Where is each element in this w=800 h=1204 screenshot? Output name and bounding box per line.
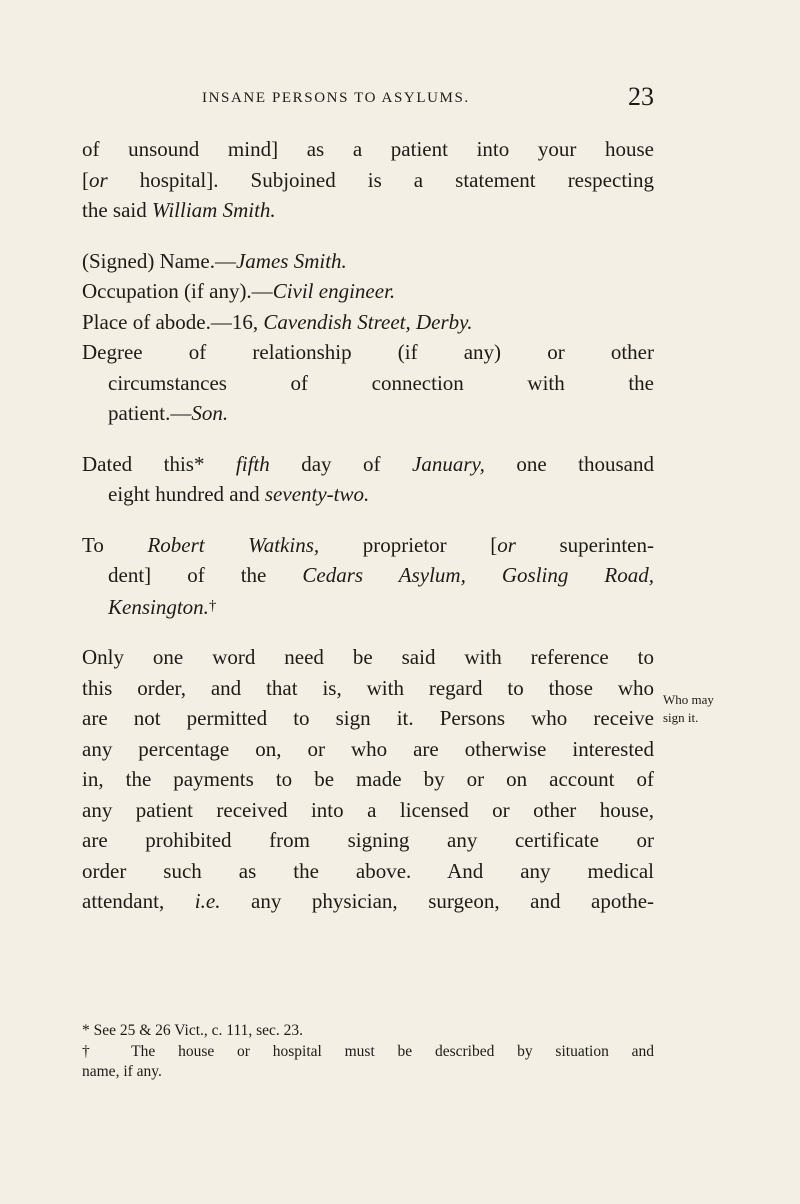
text-line: are not permitted to sign it. Persons who receive: [82, 706, 654, 730]
text-line: the said William Smith.: [82, 198, 276, 222]
text-line: this order, and that is, with regard to those who: [82, 675, 654, 700]
paragraph-order-intro: [82, 134, 654, 226]
relationship-line: circumstances of connection with the: [108, 370, 654, 395]
text-line: eight hundred and seventy-two.: [108, 482, 370, 506]
footnotes: [82, 1021, 654, 1083]
text-line: dent] of the Cedars Asylum, Gosling Road,: [108, 563, 654, 587]
page-number: 23: [628, 82, 654, 111]
body-text: [82, 134, 654, 917]
abode-line: Place of abode.—16, Cavendish Street, Derby.: [82, 309, 473, 334]
occupation-line: Occupation (if any).—Civil engineer.: [82, 279, 396, 303]
text-line: in, the payments to be made by or on account of: [82, 767, 654, 791]
text-line: Only one word need be said with reference to: [82, 645, 654, 669]
text-line: of unsound mind] as a patient into your house: [82, 137, 654, 161]
text-line: attendant, i.e. any physician, surgeon, and apothe-: [82, 889, 655, 913]
text-line: Dated this* fifth day of January, one thousand: [82, 451, 654, 476]
text-line: [or hospital]. Subjoined is a statement respecting: [82, 167, 654, 192]
footnote-2: † The house or hospital must be described by situation and name, if any.: [82, 1042, 654, 1080]
text-line: Kensington.†: [108, 594, 217, 619]
dated-paragraph: [82, 449, 654, 510]
margin-note-line: Who may: [663, 692, 714, 707]
text-line: To Robert Watkins, proprietor [or superinten-: [82, 532, 654, 557]
text-line: order such as the above. And any medical: [82, 858, 654, 883]
relationship-line: Degree of relationship (if any) or other: [82, 340, 654, 364]
margin-note: [663, 691, 753, 727]
relationship-line: patient.—Son.: [108, 401, 229, 425]
text-line: are prohibited from signing any certificate or: [82, 828, 654, 852]
addressee-paragraph: [82, 530, 654, 623]
running-head: INSANE PERSONS TO ASYLUMS.: [202, 90, 470, 106]
margin-note-line: sign it.: [663, 710, 699, 725]
text-line: any percentage on, or who are otherwise interested: [82, 736, 654, 761]
signed-name-line: (Signed) Name.—James Smith.: [82, 248, 347, 273]
text-line: any patient received into a licensed or other house,: [82, 797, 654, 822]
signature-block: [82, 246, 654, 429]
footnote-1: * See 25 & 26 Vict., c. 111, sec. 23.: [82, 1022, 304, 1039]
page-header: [82, 82, 654, 116]
signing-restrictions-paragraph: [82, 642, 654, 917]
